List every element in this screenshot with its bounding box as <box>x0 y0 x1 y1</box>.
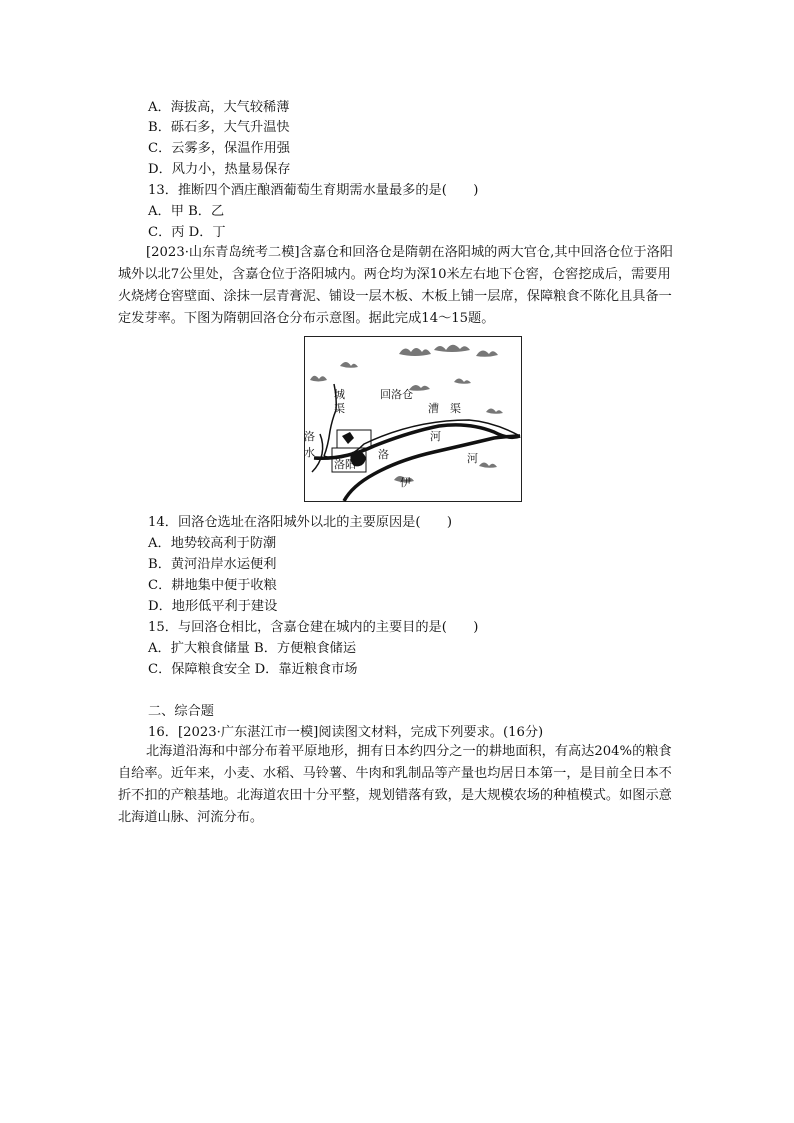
q12-option-b: B．砾石多，大气升温快 <box>148 120 290 135</box>
label-cheng: 城 <box>334 388 345 401</box>
q15-options-row-1: A．扩大粮食储量 B．方便粮食储运 <box>148 641 357 656</box>
q13-stem: 13．推断四个酒庄酿酒葡萄生育期需水量最多的是( ) <box>148 183 479 198</box>
label-luo-2: 洛 <box>378 448 389 461</box>
q14-option-b: B．黄河沿岸水运便利 <box>148 557 277 572</box>
label-he-1: 河 <box>430 430 441 443</box>
section-heading: 二、综合题 <box>148 704 214 719</box>
q13-options-row-2: C．丙 D．丁 <box>148 225 226 240</box>
label-luo-1: 洛 <box>304 430 315 443</box>
label-qu: 渠 <box>334 402 345 415</box>
q16-passage <box>118 741 678 829</box>
q12-option-a: A．海拔高，大气较稀薄 <box>148 100 290 115</box>
q15-stem: 15．与回洛仓相比，含嘉仓建在城内的主要目的是( ) <box>148 620 479 635</box>
luoyang-granary-map <box>304 336 522 502</box>
label-luoyang: 洛阳 <box>334 458 356 471</box>
label-shui: 水 <box>304 446 315 459</box>
label-yi: 伊 <box>400 476 411 489</box>
material-passage <box>118 242 678 330</box>
q14-option-d: D．地形低平利于建设 <box>148 599 278 614</box>
map-frame <box>305 337 522 502</box>
q13-options-row-1: A．甲 B．乙 <box>148 204 225 219</box>
label-caoqu: 漕 渠 <box>428 402 461 415</box>
q12-option-d: D．风力小，热量易保存 <box>148 162 291 177</box>
label-he-2: 河 <box>467 452 478 465</box>
q14-option-a: A．地势较高利于防潮 <box>148 536 277 551</box>
q15-options-row-2: C．保障粮食安全 D．靠近粮食市场 <box>148 662 358 677</box>
q16-stem: 16．[2023·广东湛江市一模]阅读图文材料，完成下列要求。(16分) <box>148 725 544 740</box>
q16-passage-text: 北海道沿海和中部分布着平原地形，拥有日本约四分之一的耕地面积，有高达204%的粮食自给率。近年来，小麦、水稻、马铃薯、牛肉和乳制品等产量也均居日本第一，是目前全日本不折不扣的产粮基地。北海道农田十分平整，规划错落有致，是大规模农场的种植模式。如图示意北海道山脉、河流分布。 <box>118 744 672 825</box>
label-huiluocang: 回洛仓 <box>380 388 413 401</box>
q14-option-c: C．耕地集中便于收粮 <box>148 578 277 593</box>
material-text: [2023·山东青岛统考二模]含嘉仓和回洛仓是隋朝在洛阳城的两大官仓,其中回洛仓位于洛阳城外以北7公里处，含嘉仓位于洛阳城内。两仓均为深10米左右地下仓窖，仓窖挖成后，需要用火烧烤仓窖壁面、涂抹一层青膏泥、铺设一层木板、木板上铺一层席，保障粮食不陈化且具备一定发芽率。下图为隋朝回洛仓分布示意图。据此完成14～15题。 <box>118 245 673 326</box>
q12-option-c: C．云雾多，保温作用强 <box>148 141 290 156</box>
q14-stem: 14．回洛仓选址在洛阳城外以北的主要原因是( ) <box>148 515 453 530</box>
